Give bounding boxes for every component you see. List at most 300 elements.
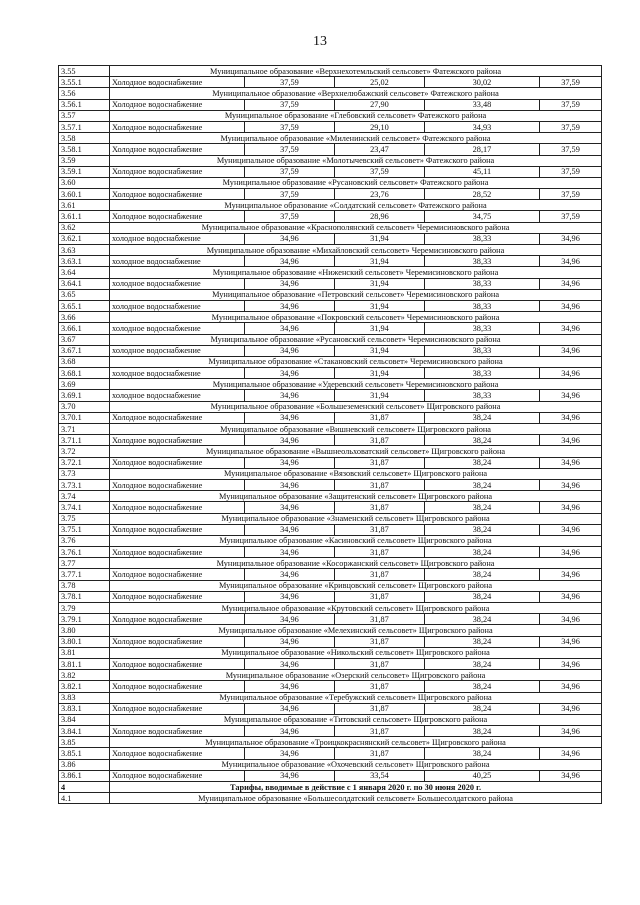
municipality-row <box>59 468 602 479</box>
tariff-value-1: 37,59 <box>245 144 335 155</box>
row-number: 3.69 <box>59 379 110 390</box>
service-name: Холодное водоснабжение <box>110 681 245 692</box>
tariff-row <box>59 189 602 200</box>
row-number: 3.70.1 <box>59 412 110 423</box>
tariff-value-4: 34,96 <box>540 681 602 692</box>
tariff-row <box>59 345 602 356</box>
service-name: Холодное водоснабжение <box>110 121 245 132</box>
tariff-value-2: 31,94 <box>335 368 425 379</box>
tariff-value-2: 31,87 <box>335 457 425 468</box>
service-name: холодное водоснабжение <box>110 345 245 356</box>
service-name: Холодное водоснабжение <box>110 144 245 155</box>
tariff-row <box>59 726 602 737</box>
tariff-value-3: 38,24 <box>425 547 540 558</box>
tariff-row <box>59 99 602 110</box>
tariff-value-2: 31,87 <box>335 636 425 647</box>
row-number: 3.65.1 <box>59 300 110 311</box>
municipality-title: Муниципальное образование «Верхнехотемльский сельсовет» Фатежского района <box>110 66 602 77</box>
tariff-value-2: 31,87 <box>335 569 425 580</box>
tariff-row <box>59 300 602 311</box>
tariff-value-3: 34,75 <box>425 211 540 222</box>
tariff-value-1: 34,96 <box>245 412 335 423</box>
row-number: 3.85.1 <box>59 748 110 759</box>
tariff-value-3: 40,25 <box>425 770 540 781</box>
municipality-title: Муниципальное образование «Глебовский сельсовет» Фатежского района <box>110 110 602 121</box>
tariff-value-2: 31,87 <box>335 591 425 602</box>
service-name: холодное водоснабжение <box>110 368 245 379</box>
municipality-row <box>59 88 602 99</box>
tariff-value-4: 34,96 <box>540 770 602 781</box>
tariff-value-4: 34,96 <box>540 435 602 446</box>
tariff-value-3: 38,24 <box>425 502 540 513</box>
municipality-title: Муниципальное образование «Касиновский сельсовет» Щигровского района <box>110 535 602 546</box>
row-number: 3.74 <box>59 491 110 502</box>
tariff-value-2: 23,47 <box>335 144 425 155</box>
tariff-value-3: 30,02 <box>425 77 540 88</box>
tariff-value-4: 34,96 <box>540 256 602 267</box>
tariff-value-3: 38,24 <box>425 569 540 580</box>
municipality-title: Муниципальное образование «Защитенский сельсовет» Щигровского района <box>110 491 602 502</box>
tariff-row <box>59 390 602 401</box>
tariff-value-1: 34,96 <box>245 614 335 625</box>
municipality-row <box>59 200 602 211</box>
tariff-value-1: 37,59 <box>245 99 335 110</box>
row-number: 3.61 <box>59 200 110 211</box>
municipality-row <box>59 714 602 725</box>
row-number: 3.63.1 <box>59 256 110 267</box>
tariff-value-1: 34,96 <box>245 390 335 401</box>
municipality-row <box>59 267 602 278</box>
service-name: Холодное водоснабжение <box>110 457 245 468</box>
tariff-value-3: 38,24 <box>425 435 540 446</box>
service-name: холодное водоснабжение <box>110 300 245 311</box>
service-name: холодное водоснабжение <box>110 323 245 334</box>
row-number: 3.62 <box>59 222 110 233</box>
section-heading-row <box>59 782 602 793</box>
municipality-row <box>59 647 602 658</box>
tariff-value-3: 38,24 <box>425 636 540 647</box>
row-number: 3.63 <box>59 245 110 256</box>
tariff-value-4: 37,59 <box>540 121 602 132</box>
tariff-value-1: 37,59 <box>245 166 335 177</box>
row-number: 3.64.1 <box>59 278 110 289</box>
tariff-value-3: 38,33 <box>425 390 540 401</box>
municipality-row <box>59 401 602 412</box>
tariff-value-4: 37,59 <box>540 166 602 177</box>
tariff-value-2: 31,87 <box>335 614 425 625</box>
tariff-value-1: 34,96 <box>245 681 335 692</box>
row-number: 3.62.1 <box>59 233 110 244</box>
row-number: 3.66 <box>59 312 110 323</box>
service-name: Холодное водоснабжение <box>110 636 245 647</box>
tariff-value-3: 38,24 <box>425 748 540 759</box>
tariff-value-1: 34,96 <box>245 502 335 513</box>
tariff-value-3: 38,24 <box>425 703 540 714</box>
tariff-value-1: 34,96 <box>245 233 335 244</box>
tariff-value-1: 34,96 <box>245 323 335 334</box>
row-number: 3.71.1 <box>59 435 110 446</box>
municipality-row <box>59 558 602 569</box>
row-number: 3.70 <box>59 401 110 412</box>
tariff-value-3: 38,33 <box>425 278 540 289</box>
municipality-title: Муниципальное образование «Петровский сельсовет» Черемисиновского района <box>110 289 602 300</box>
tariff-value-1: 37,59 <box>245 121 335 132</box>
tariff-value-2: 31,94 <box>335 300 425 311</box>
municipality-row <box>59 424 602 435</box>
municipality-title: Муниципальное образование «Косоржанский сельсовет» Щигровского района <box>110 558 602 569</box>
tariff-value-4: 34,96 <box>540 412 602 423</box>
tariff-value-3: 34,93 <box>425 121 540 132</box>
service-name: Холодное водоснабжение <box>110 502 245 513</box>
tariff-row <box>59 166 602 177</box>
tariff-value-4: 34,96 <box>540 658 602 669</box>
row-number: 3.56.1 <box>59 99 110 110</box>
municipality-row <box>59 110 602 121</box>
tariff-row <box>59 435 602 446</box>
tariff-value-1: 34,96 <box>245 345 335 356</box>
tariff-value-4: 34,96 <box>540 636 602 647</box>
municipality-title: Муниципальное образование «Стакановский сельсовет» Черемисиновского района <box>110 356 602 367</box>
service-name: Холодное водоснабжение <box>110 614 245 625</box>
service-name: Холодное водоснабжение <box>110 412 245 423</box>
municipality-title: Муниципальное образование «Вишневский сельсовет» Щигровского района <box>110 424 602 435</box>
tariff-value-4: 37,59 <box>540 144 602 155</box>
tariff-value-4: 34,96 <box>540 457 602 468</box>
municipality-row <box>59 491 602 502</box>
row-number: 4 <box>59 782 110 793</box>
service-name: Холодное водоснабжение <box>110 726 245 737</box>
tariff-row <box>59 144 602 155</box>
row-number: 3.60 <box>59 177 110 188</box>
row-number: 3.72.1 <box>59 457 110 468</box>
tariff-value-2: 31,94 <box>335 278 425 289</box>
tariff-row <box>59 412 602 423</box>
tariff-value-2: 31,87 <box>335 748 425 759</box>
row-number: 4.1 <box>59 793 110 804</box>
tariff-row <box>59 323 602 334</box>
service-name: Холодное водоснабжение <box>110 770 245 781</box>
tariff-value-1: 34,96 <box>245 569 335 580</box>
tariff-value-1: 34,96 <box>245 300 335 311</box>
tariff-row <box>59 770 602 781</box>
service-name: Холодное водоснабжение <box>110 99 245 110</box>
tariff-value-1: 34,96 <box>245 658 335 669</box>
row-number: 3.57.1 <box>59 121 110 132</box>
service-name: Холодное водоснабжение <box>110 166 245 177</box>
row-number: 3.73 <box>59 468 110 479</box>
row-number: 3.81.1 <box>59 658 110 669</box>
row-number: 3.68.1 <box>59 368 110 379</box>
tariff-value-4: 34,96 <box>540 726 602 737</box>
tariff-value-4: 34,96 <box>540 278 602 289</box>
municipality-title: Муниципальное образование «Знаменский сельсовет» Щигровского района <box>110 513 602 524</box>
row-number: 3.65 <box>59 289 110 300</box>
row-number: 3.73.1 <box>59 479 110 490</box>
tariff-value-2: 31,87 <box>335 726 425 737</box>
row-number: 3.82 <box>59 670 110 681</box>
municipality-title: Муниципальное образование «Крутовский сельсовет» Щигровского района <box>110 603 602 614</box>
section-heading: Тарифы, вводимые в действие с 1 января 2020 г. по 30 июня 2020 г. <box>110 782 602 793</box>
row-number: 3.77.1 <box>59 569 110 580</box>
tariff-value-4: 34,96 <box>540 502 602 513</box>
tariff-value-2: 31,94 <box>335 345 425 356</box>
tariff-value-4: 34,96 <box>540 233 602 244</box>
row-number: 3.79.1 <box>59 614 110 625</box>
municipality-row <box>59 692 602 703</box>
municipality-row <box>59 625 602 636</box>
municipality-row <box>59 446 602 457</box>
row-number: 3.67 <box>59 334 110 345</box>
municipality-row <box>59 379 602 390</box>
municipality-row <box>59 312 602 323</box>
row-number: 3.78.1 <box>59 591 110 602</box>
row-number: 3.59 <box>59 155 110 166</box>
tariff-table <box>58 65 602 804</box>
municipality-title: Муниципальное образование «Молотычевский сельсовет» Фатежского района <box>110 155 602 166</box>
tariff-row <box>59 233 602 244</box>
tariff-value-3: 38,33 <box>425 256 540 267</box>
tariff-value-2: 37,59 <box>335 166 425 177</box>
municipality-row <box>59 245 602 256</box>
tariff-row <box>59 681 602 692</box>
service-name: Холодное водоснабжение <box>110 658 245 669</box>
row-number: 3.86.1 <box>59 770 110 781</box>
tariff-value-1: 34,96 <box>245 256 335 267</box>
municipality-title: Муниципальное образование «Покровский сельсовет» Черемисиновского района <box>110 312 602 323</box>
municipality-title: Муниципальное образование «Миленинский сельсовет» Фатежского района <box>110 133 602 144</box>
municipality-row <box>59 580 602 591</box>
row-number: 3.55 <box>59 66 110 77</box>
tariff-value-3: 38,24 <box>425 524 540 535</box>
row-number: 3.81 <box>59 647 110 658</box>
municipality-row <box>59 222 602 233</box>
tariff-row <box>59 479 602 490</box>
tariff-value-1: 34,96 <box>245 770 335 781</box>
page-number: 13 <box>313 34 327 49</box>
row-number: 3.58 <box>59 133 110 144</box>
tariff-value-1: 34,96 <box>245 435 335 446</box>
municipality-title: Муниципальное образование «Вышнеольховатский сельсовет» Щигровского района <box>110 446 602 457</box>
tariff-row <box>59 502 602 513</box>
tariff-value-1: 34,96 <box>245 748 335 759</box>
tariff-value-2: 31,94 <box>335 323 425 334</box>
tariff-row <box>59 658 602 669</box>
tariff-value-3: 45,11 <box>425 166 540 177</box>
tariff-value-1: 37,59 <box>245 77 335 88</box>
municipality-title: Муниципальное образование «Никольский сельсовет» Щигровского района <box>110 647 602 658</box>
municipality-row <box>59 289 602 300</box>
row-number: 3.74.1 <box>59 502 110 513</box>
municipality-row <box>59 535 602 546</box>
tariff-value-2: 31,87 <box>335 412 425 423</box>
municipality-row <box>59 133 602 144</box>
tariff-value-1: 37,59 <box>245 211 335 222</box>
service-name: Холодное водоснабжение <box>110 547 245 558</box>
row-number: 3.66.1 <box>59 323 110 334</box>
row-number: 3.86 <box>59 759 110 770</box>
municipality-row <box>59 513 602 524</box>
service-name: Холодное водоснабжение <box>110 479 245 490</box>
tariff-value-1: 34,96 <box>245 591 335 602</box>
tariff-value-2: 28,96 <box>335 211 425 222</box>
tariff-value-4: 34,96 <box>540 703 602 714</box>
tariff-value-4: 34,96 <box>540 323 602 334</box>
tariff-row <box>59 636 602 647</box>
municipality-title: Муниципальное образование «Озерский сельсовет» Щигровского района <box>110 670 602 681</box>
service-name: Холодное водоснабжение <box>110 435 245 446</box>
row-number: 3.67.1 <box>59 345 110 356</box>
tariff-value-1: 34,96 <box>245 278 335 289</box>
service-name: Холодное водоснабжение <box>110 569 245 580</box>
tariff-value-4: 34,96 <box>540 591 602 602</box>
municipality-title: Муниципальное образование «Русановский сельсовет» Черемисиновского района <box>110 334 602 345</box>
row-number: 3.84 <box>59 714 110 725</box>
tariff-row <box>59 368 602 379</box>
row-number: 3.75.1 <box>59 524 110 535</box>
tariff-value-1: 37,59 <box>245 189 335 200</box>
tariff-value-4: 34,96 <box>540 614 602 625</box>
row-number: 3.61.1 <box>59 211 110 222</box>
row-number: 3.80 <box>59 625 110 636</box>
municipality-title: Муниципальное образование «Михайловский сельсовет» Черемисиновского района <box>110 245 602 256</box>
tariff-value-2: 31,87 <box>335 658 425 669</box>
municipality-row <box>59 670 602 681</box>
tariff-row <box>59 591 602 602</box>
tariff-value-2: 31,87 <box>335 703 425 714</box>
municipality-title: Муниципальное образование «Солдатский сельсовет» Фатежского района <box>110 200 602 211</box>
tariff-value-3: 38,24 <box>425 457 540 468</box>
tariff-value-2: 31,87 <box>335 502 425 513</box>
municipality-row <box>59 793 602 804</box>
tariff-value-2: 25,02 <box>335 77 425 88</box>
tariff-value-3: 28,17 <box>425 144 540 155</box>
tariff-value-2: 31,94 <box>335 390 425 401</box>
tariff-value-3: 38,24 <box>425 681 540 692</box>
municipality-row <box>59 334 602 345</box>
service-name: Холодное водоснабжение <box>110 77 245 88</box>
tariff-value-2: 27,90 <box>335 99 425 110</box>
tariff-value-4: 37,59 <box>540 211 602 222</box>
tariff-value-2: 31,87 <box>335 479 425 490</box>
row-number: 3.64 <box>59 267 110 278</box>
tariff-value-2: 31,94 <box>335 233 425 244</box>
municipality-title: Муниципальное образование «Большеземенский сельсовет» Щигровского района <box>110 401 602 412</box>
municipality-title: Муниципальное образование «Мелехинский сельсовет» Щигровского района <box>110 625 602 636</box>
row-number: 3.77 <box>59 558 110 569</box>
row-number: 3.56 <box>59 88 110 99</box>
tariff-value-4: 34,96 <box>540 368 602 379</box>
row-number: 3.55.1 <box>59 77 110 88</box>
municipality-row <box>59 356 602 367</box>
tariff-value-2: 31,87 <box>335 524 425 535</box>
tariff-value-1: 34,96 <box>245 457 335 468</box>
tariff-row <box>59 614 602 625</box>
tariff-value-3: 38,33 <box>425 233 540 244</box>
tariff-row <box>59 748 602 759</box>
municipality-title: Муниципальное образование «Верхнелюбажский сельсовет» Фатежского района <box>110 88 602 99</box>
tariff-row <box>59 77 602 88</box>
row-number: 3.80.1 <box>59 636 110 647</box>
row-number: 3.60.1 <box>59 189 110 200</box>
row-number: 3.58.1 <box>59 144 110 155</box>
service-name: холодное водоснабжение <box>110 233 245 244</box>
tariff-value-4: 37,59 <box>540 99 602 110</box>
row-number: 3.59.1 <box>59 166 110 177</box>
row-number: 3.83.1 <box>59 703 110 714</box>
tariff-row <box>59 211 602 222</box>
tariff-row <box>59 121 602 132</box>
service-name: Холодное водоснабжение <box>110 748 245 759</box>
row-number: 3.75 <box>59 513 110 524</box>
tariff-value-1: 34,96 <box>245 479 335 490</box>
row-number: 3.57 <box>59 110 110 121</box>
service-name: холодное водоснабжение <box>110 256 245 267</box>
municipality-title: Муниципальное образование «Русановский сельсовет» Фатежского района <box>110 177 602 188</box>
tariff-row <box>59 524 602 535</box>
row-number: 3.68 <box>59 356 110 367</box>
row-number: 3.79 <box>59 603 110 614</box>
tariff-value-3: 33,48 <box>425 99 540 110</box>
municipality-title: Муниципальное образование «Удеревский сельсовет» Черемисиновского района <box>110 379 602 390</box>
row-number: 3.71 <box>59 424 110 435</box>
service-name: холодное водоснабжение <box>110 390 245 401</box>
row-number: 3.82.1 <box>59 681 110 692</box>
tariff-value-4: 34,96 <box>540 569 602 580</box>
municipality-title: Муниципальное образование «Краснополянский сельсовет» Черемисиновского района <box>110 222 602 233</box>
service-name: Холодное водоснабжение <box>110 524 245 535</box>
tariff-value-3: 38,33 <box>425 368 540 379</box>
tariff-row <box>59 569 602 580</box>
service-name: Холодное водоснабжение <box>110 591 245 602</box>
tariff-row <box>59 703 602 714</box>
row-number: 3.76.1 <box>59 547 110 558</box>
municipality-title: Муниципальное образование «Теребужский сельсовет» Щигровского района <box>110 692 602 703</box>
tariff-value-1: 34,96 <box>245 726 335 737</box>
tariff-value-4: 34,96 <box>540 748 602 759</box>
tariff-value-2: 33,54 <box>335 770 425 781</box>
tariff-value-3: 38,24 <box>425 614 540 625</box>
tariff-value-1: 34,96 <box>245 703 335 714</box>
tariff-value-4: 34,96 <box>540 547 602 558</box>
tariff-value-3: 38,24 <box>425 726 540 737</box>
tariff-value-3: 28,52 <box>425 189 540 200</box>
tariff-value-4: 34,96 <box>540 390 602 401</box>
tariff-row <box>59 278 602 289</box>
municipality-row <box>59 737 602 748</box>
tariff-value-2: 31,87 <box>335 435 425 446</box>
tariff-value-2: 31,87 <box>335 681 425 692</box>
tariff-value-2: 31,94 <box>335 256 425 267</box>
tariff-value-3: 38,33 <box>425 300 540 311</box>
municipality-row <box>59 603 602 614</box>
tariff-value-4: 34,96 <box>540 479 602 490</box>
municipality-title: Муниципальное образование «Кривцовский сельсовет» Щигровского района <box>110 580 602 591</box>
municipality-row <box>59 155 602 166</box>
tariff-value-4: 34,96 <box>540 524 602 535</box>
municipality-title: Муниципальное образование «Ниженский сельсовет» Черемисиновского района <box>110 267 602 278</box>
service-name: холодное водоснабжение <box>110 278 245 289</box>
municipality-title: Муниципальное образование «Охочевский сельсовет» Щигровского района <box>110 759 602 770</box>
tariff-value-4: 37,59 <box>540 77 602 88</box>
municipality-title: Муниципальное образование «Троицкокраснянский сельсовет» Щигровского района <box>110 737 602 748</box>
municipality-title: Муниципальное образование «Большесолдатский сельсовет» Большесолдатского района <box>110 793 602 804</box>
row-number: 3.72 <box>59 446 110 457</box>
tariff-value-2: 23,76 <box>335 189 425 200</box>
service-name: Холодное водоснабжение <box>110 211 245 222</box>
tariff-value-4: 37,59 <box>540 189 602 200</box>
tariff-value-1: 34,96 <box>245 368 335 379</box>
tariff-value-4: 34,96 <box>540 345 602 356</box>
